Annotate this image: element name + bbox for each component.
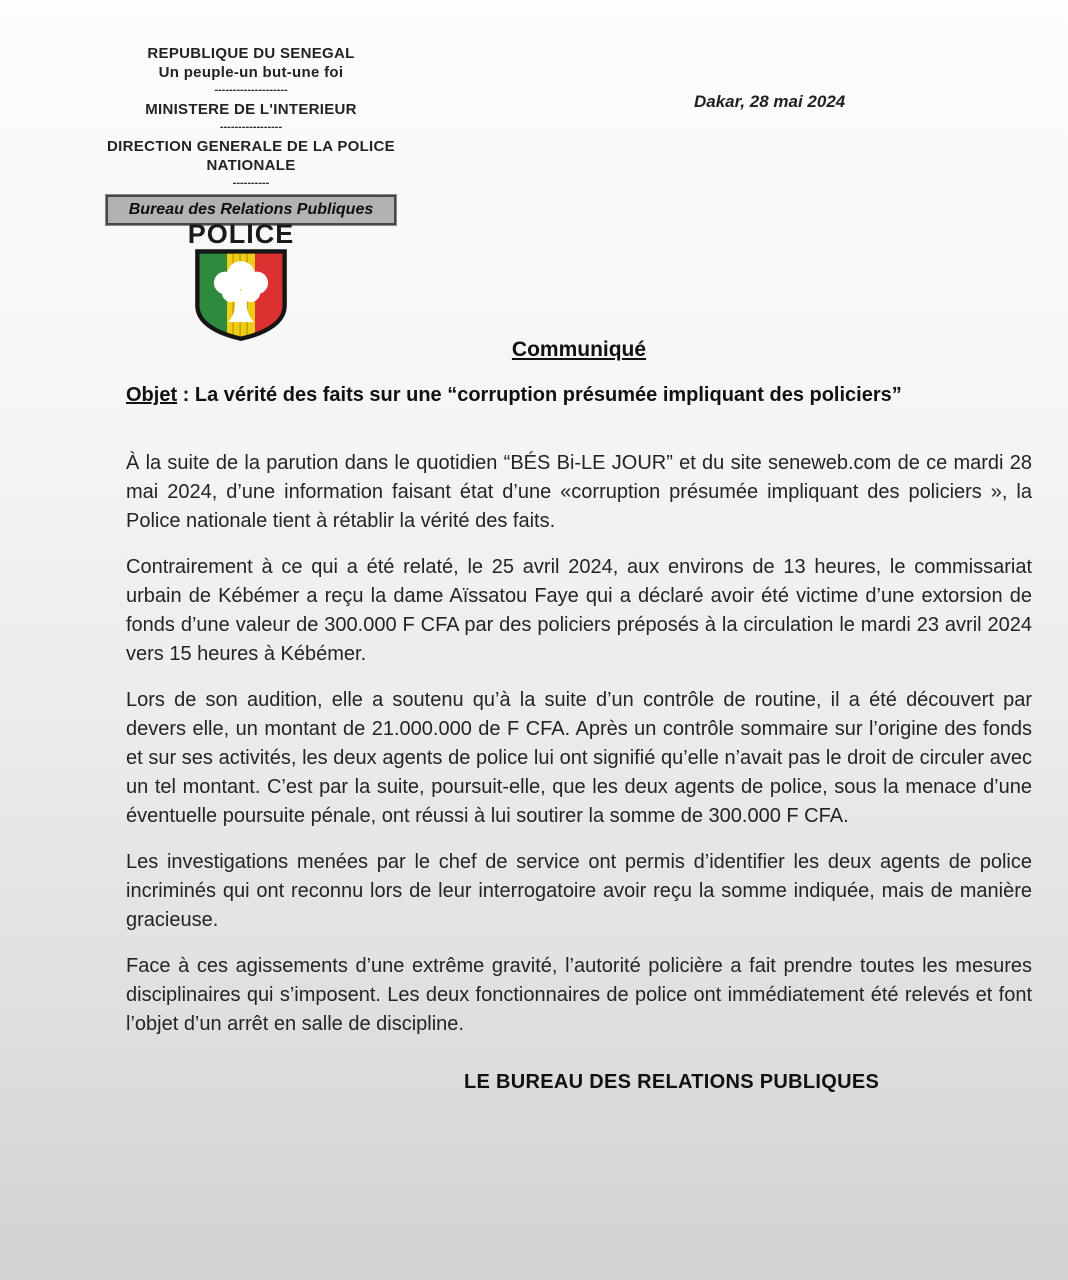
subject-separator: : <box>177 384 195 406</box>
subject-label: Objet <box>126 384 178 406</box>
paragraph-2: Contrairement à ce qui a été relaté, le 25 avril 2024, aux environs de 13 heures, le commissariat urbain de Kébémer a reçu la dame Aïssatou Faye qui a déclaré avoir été victime d’une extorsion de fonds d’une valeur de 300.000 F CFA par des policiers préposés à la circulation le mardi 23 avril 2024 vers 15 heures à Kébémer. <box>126 556 1032 665</box>
republic-line: REPUBLIQUE DU SENEGAL <box>147 45 355 62</box>
separator-dashes: ----------------- <box>219 121 283 133</box>
paragraph-1: À la suite de la parution dans le quotidien “BÉS Bi-LE JOUR” et du site seneweb.com de ce mardi 28 mai 2024, d’une information faisant état d’une «corruption présumée impliquant des policiers », la Police nationale tient à rétablir la vérité des faits. <box>126 452 1032 532</box>
paragraph-5: Face à ces agissements d’une extrême gravité, l’autorité policière a fait prendre toutes les mesures disciplinaires qui s’imposent. Les deux fonctionnaires de police ont immédiatement été relevés et font l’objet d’un arrêt en salle de discipline. <box>126 955 1032 1035</box>
separator-dashes: ---------- <box>232 177 270 189</box>
subject-text: La vérité des faits sur une “corruption présumée impliquant des policiers” <box>194 384 902 406</box>
paragraph-4: Les investigations menées par le chef de service ont permis d’identifier les deux agents de police incriminés qui ont reconnu lors de leur interrogatoire avoir reçu la somme indiquée, mais de manière gracieuse. <box>126 851 1032 931</box>
direction-line: DIRECTION GENERALE DE LA POLICE NATIONALE <box>107 138 395 174</box>
police-shield-icon <box>188 248 294 344</box>
paragraph-3: Lors de son audition, elle a soutenu qu’à la suite d’un contrôle de routine, il a été découvert par devers elle, un montant de 21.000.000 de F CFA. Après un contrôle sommaire sur l’origine des fonds et sur ses activités, les deux agents de police lui ont signifié qu’elle n’avait pas le droit de circuler avec un tel montant. C’est par la suite, poursuit-elle, que les deux agents de police, sous la menace d’une éventuelle poursuite pénale, ont réussi à lui soutirer la somme de 300.000 F CFA. <box>126 689 1032 827</box>
separator-dashes: -------------------- <box>214 84 288 96</box>
subject-line <box>126 384 1032 407</box>
letterhead <box>106 44 396 225</box>
police-logo-title: POLICE <box>187 219 295 249</box>
signature: LE BUREAU DES RELATIONS PUBLIQUES <box>464 1071 880 1093</box>
document-body <box>126 338 1032 1094</box>
date-line: Dakar, 28 mai 2024 <box>694 92 846 111</box>
police-logo <box>176 220 306 344</box>
ministry-line: MINISTERE DE L'INTERIEUR <box>145 101 357 118</box>
bureau-box: Bureau des Relations Publiques <box>106 195 396 225</box>
document-title: Communiqué <box>511 338 647 361</box>
motto-line: Un peuple-un but-une foi <box>158 64 344 81</box>
